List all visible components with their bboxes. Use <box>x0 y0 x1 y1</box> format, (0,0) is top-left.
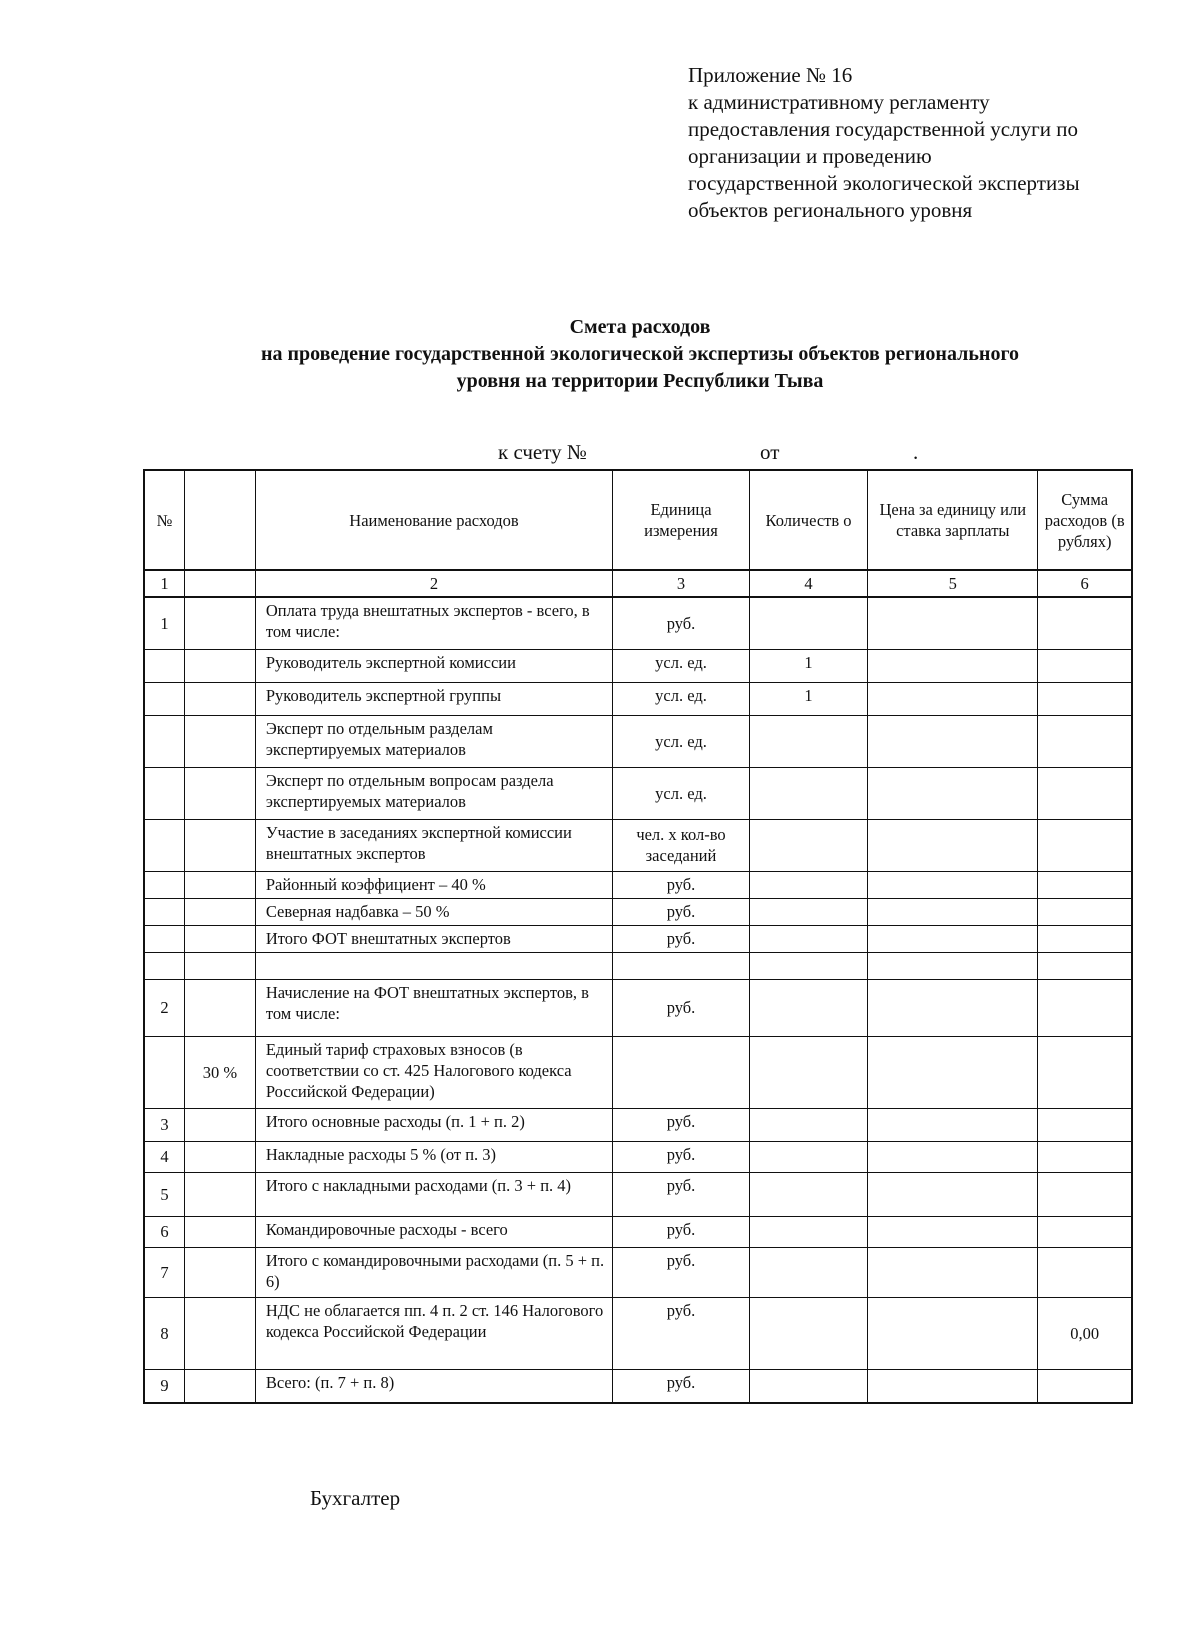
appendix-line: объектов регионального уровня <box>688 198 973 222</box>
spacer-row <box>144 952 1132 979</box>
table-row <box>144 1036 1132 1108</box>
row-number <box>144 1036 184 1108</box>
row-number <box>144 767 184 819</box>
row-price <box>868 1036 1038 1108</box>
row-unit: усл. ед. <box>613 682 750 715</box>
row-sum <box>1038 871 1132 898</box>
table-row <box>144 682 1132 715</box>
table-row <box>144 1297 1132 1369</box>
row-name: Северная надбавка – 50 % <box>255 898 612 925</box>
row-name: Накладные расходы 5 % (от п. 3) <box>255 1141 612 1172</box>
row-name: Оплата труда внештатных экспертов - всего, в том числе: <box>255 597 612 649</box>
column-number: 3 <box>613 570 750 597</box>
table-row <box>144 767 1132 819</box>
row-price <box>868 925 1038 952</box>
row-price <box>868 597 1038 649</box>
row-sum <box>1038 1108 1132 1141</box>
row-sum: 0,00 <box>1038 1297 1132 1369</box>
header-unit: Единица измерения <box>613 470 750 570</box>
row-rate: 30 % <box>184 1036 255 1108</box>
row-unit: руб. <box>613 979 750 1036</box>
document-title <box>140 314 1140 395</box>
row-number <box>144 898 184 925</box>
row-name: НДС не облагается пп. 4 п. 2 ст. 146 Налогового кодекса Российской Федерации <box>255 1297 612 1369</box>
row-price <box>868 767 1038 819</box>
row-number: 6 <box>144 1216 184 1247</box>
table-row <box>144 925 1132 952</box>
column-number <box>184 570 255 597</box>
table-row <box>144 649 1132 682</box>
row-unit: руб. <box>613 871 750 898</box>
row-unit: руб. <box>613 925 750 952</box>
row-quantity <box>749 597 867 649</box>
row-quantity <box>749 715 867 767</box>
header-row <box>144 470 1132 570</box>
header-qty: Количеств о <box>749 470 867 570</box>
row-quantity <box>749 952 867 979</box>
row-quantity <box>749 979 867 1036</box>
row-rate <box>184 898 255 925</box>
column-number: 4 <box>749 570 867 597</box>
row-name: Эксперт по отдельным разделам экспертируемых материалов <box>255 715 612 767</box>
table-row <box>144 1247 1132 1297</box>
appendix-line: к административному регламенту <box>688 90 990 114</box>
table-row <box>144 1108 1132 1141</box>
row-unit: чел. х кол-во заседаний <box>613 819 750 871</box>
header-extra <box>184 470 255 570</box>
row-price <box>868 1141 1038 1172</box>
header-price: Цена за единицу или ставка зарплаты <box>868 470 1038 570</box>
row-number: 9 <box>144 1369 184 1403</box>
row-name: Руководитель экспертной группы <box>255 682 612 715</box>
row-number <box>144 715 184 767</box>
invoice-number-label: к счету № <box>498 440 587 464</box>
row-sum <box>1038 898 1132 925</box>
row-rate <box>184 682 255 715</box>
row-sum <box>1038 649 1132 682</box>
table-row <box>144 597 1132 649</box>
row-unit <box>613 1036 750 1108</box>
row-number <box>144 925 184 952</box>
appendix-line: Приложение № 16 <box>688 63 853 87</box>
row-sum <box>1038 1036 1132 1108</box>
row-quantity: 1 <box>749 682 867 715</box>
invoice-reference <box>0 440 1200 466</box>
row-price <box>868 1216 1038 1247</box>
row-name: Итого основные расходы (п. 1 + п. 2) <box>255 1108 612 1141</box>
row-number: 1 <box>144 597 184 649</box>
row-price <box>868 819 1038 871</box>
row-quantity <box>749 1369 867 1403</box>
row-quantity <box>749 925 867 952</box>
table-row <box>144 1369 1132 1403</box>
row-price <box>868 871 1038 898</box>
row-rate <box>184 871 255 898</box>
row-quantity <box>749 1247 867 1297</box>
row-unit: руб. <box>613 1108 750 1141</box>
row-sum <box>1038 1141 1132 1172</box>
row-number <box>144 649 184 682</box>
row-rate <box>184 649 255 682</box>
row-sum <box>1038 819 1132 871</box>
row-name: Итого с накладными расходами (п. 3 + п. 4) <box>255 1172 612 1216</box>
row-name: Участие в заседаниях экспертной комиссии внештатных экспертов <box>255 819 612 871</box>
appendix-line: организации и проведению <box>688 144 932 168</box>
row-sum <box>1038 925 1132 952</box>
row-rate <box>184 1369 255 1403</box>
row-rate <box>184 1247 255 1297</box>
row-quantity <box>749 819 867 871</box>
column-number: 1 <box>144 570 184 597</box>
table-row <box>144 1141 1132 1172</box>
header-name: Наименование расходов <box>255 470 612 570</box>
row-quantity <box>749 1297 867 1369</box>
row-unit: руб. <box>613 1141 750 1172</box>
row-name: Эксперт по отдельным вопросам раздела экспертируемых материалов <box>255 767 612 819</box>
title-line: на проведение государственной экологической экспертизы объектов регионального <box>260 343 1020 365</box>
row-quantity <box>749 898 867 925</box>
row-quantity <box>749 1216 867 1247</box>
row-price <box>868 1247 1038 1297</box>
row-price <box>868 1108 1038 1141</box>
row-sum <box>1038 952 1132 979</box>
column-number: 2 <box>255 570 612 597</box>
row-sum <box>1038 1216 1132 1247</box>
row-rate <box>184 1108 255 1141</box>
row-name: Единый тариф страховых взносов (в соответствии со ст. 425 Налогового кодекса Российской Федерации) <box>255 1036 612 1108</box>
row-price <box>868 952 1038 979</box>
appendix-block <box>688 62 1080 224</box>
table-body <box>144 597 1132 1403</box>
row-sum <box>1038 767 1132 819</box>
cost-estimate-table <box>143 469 1133 1404</box>
row-number: 2 <box>144 979 184 1036</box>
row-sum <box>1038 715 1132 767</box>
row-quantity <box>749 1036 867 1108</box>
table-row <box>144 979 1132 1036</box>
row-price <box>868 649 1038 682</box>
row-price <box>868 715 1038 767</box>
row-rate <box>184 1216 255 1247</box>
row-unit: усл. ед. <box>613 715 750 767</box>
row-rate <box>184 952 255 979</box>
column-number: 5 <box>868 570 1038 597</box>
invoice-date-dot: . <box>913 440 919 464</box>
row-rate <box>184 767 255 819</box>
row-price <box>868 898 1038 925</box>
row-unit: усл. ед. <box>613 767 750 819</box>
row-unit: руб. <box>613 1247 750 1297</box>
row-number <box>144 952 184 979</box>
row-number <box>144 682 184 715</box>
row-name: Руководитель экспертной комиссии <box>255 649 612 682</box>
row-rate <box>184 1172 255 1216</box>
row-unit: руб. <box>613 1172 750 1216</box>
table-row <box>144 819 1132 871</box>
title-line: Смета расходов <box>569 316 711 338</box>
row-unit: руб. <box>613 1216 750 1247</box>
row-quantity <box>749 767 867 819</box>
title-line: уровня на территории Республики Тыва <box>456 370 824 392</box>
row-number: 8 <box>144 1297 184 1369</box>
row-number <box>144 819 184 871</box>
row-rate <box>184 597 255 649</box>
table-row <box>144 898 1132 925</box>
row-name <box>255 952 612 979</box>
row-quantity: 1 <box>749 649 867 682</box>
row-sum <box>1038 1369 1132 1403</box>
appendix-line: государственной экологической экспертизы <box>688 171 1080 195</box>
header-sum: Сумма расходов (в рублях) <box>1038 470 1132 570</box>
appendix-line: предоставления государственной услуги по <box>688 117 1078 141</box>
row-price <box>868 1172 1038 1216</box>
header-no: № <box>144 470 184 570</box>
row-number: 7 <box>144 1247 184 1297</box>
row-sum <box>1038 597 1132 649</box>
row-number <box>144 871 184 898</box>
row-sum <box>1038 1247 1132 1297</box>
row-number: 4 <box>144 1141 184 1172</box>
table-row <box>144 871 1132 898</box>
row-quantity <box>749 1108 867 1141</box>
row-unit: руб. <box>613 1297 750 1369</box>
row-number: 3 <box>144 1108 184 1141</box>
row-price <box>868 979 1038 1036</box>
row-rate <box>184 1141 255 1172</box>
row-number: 5 <box>144 1172 184 1216</box>
row-sum <box>1038 979 1132 1036</box>
row-unit: руб. <box>613 1369 750 1403</box>
row-unit: руб. <box>613 898 750 925</box>
row-rate <box>184 1297 255 1369</box>
row-unit: усл. ед. <box>613 649 750 682</box>
row-unit: руб. <box>613 597 750 649</box>
column-number: 6 <box>1038 570 1132 597</box>
row-name: Начисление на ФОТ внештатных экспертов, в том числе: <box>255 979 612 1036</box>
row-rate <box>184 925 255 952</box>
row-name: Всего: (п. 7 + п. 8) <box>255 1369 612 1403</box>
row-sum <box>1038 1172 1132 1216</box>
table-row <box>144 715 1132 767</box>
table-row <box>144 1216 1132 1247</box>
table-row <box>144 1172 1132 1216</box>
row-rate <box>184 819 255 871</box>
invoice-date-label: от <box>760 440 780 464</box>
row-quantity <box>749 871 867 898</box>
column-number-row <box>144 570 1132 597</box>
row-price <box>868 1369 1038 1403</box>
row-unit <box>613 952 750 979</box>
row-name: Итого с командировочными расходами (п. 5 + п. 6) <box>255 1247 612 1297</box>
row-quantity <box>749 1141 867 1172</box>
accountant-signature-label: Бухгалтер <box>310 1486 401 1510</box>
row-name: Районный коэффициент – 40 % <box>255 871 612 898</box>
row-sum <box>1038 682 1132 715</box>
row-price <box>868 1297 1038 1369</box>
row-name: Командировочные расходы - всего <box>255 1216 612 1247</box>
row-rate <box>184 715 255 767</box>
row-price <box>868 682 1038 715</box>
row-rate <box>184 979 255 1036</box>
row-name: Итого ФОТ внештатных экспертов <box>255 925 612 952</box>
row-quantity <box>749 1172 867 1216</box>
